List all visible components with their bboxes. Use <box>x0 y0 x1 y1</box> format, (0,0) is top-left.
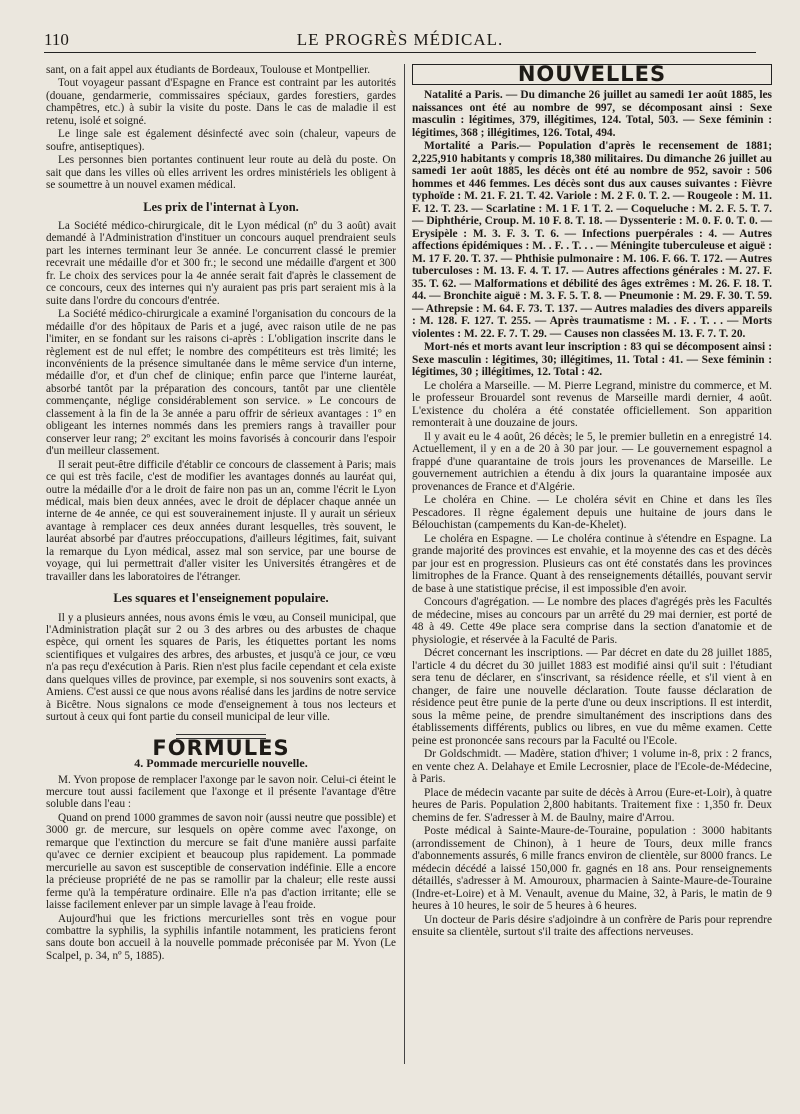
nouvelles-heading: NOUVELLES <box>517 62 667 86</box>
news-item: Le choléra en Espagne. — Le choléra continue à s'étendre en Espagne. La grande majorité des provinces est envahie, et la moyenne des cas et des décès par jour est en progression. Plusieurs cas ont été constatés dans les provinces limitrophes de la France. Quant à des renseignements détaillés, pouvant servir de base à une statistique précise, il est impossible d'en avoir. <box>412 532 772 595</box>
left-column <box>46 64 396 963</box>
news-item: Poste médical à Sainte-Maure-de-Touraine, population : 3000 habitants (arrondissement de Chinon), à 1 heure de Tours, deux mille francs d'abonnements assurés, 6 mille francs environ de clientèle, sur 8000 francs. Le médecin décédé a laissé 150,000 fr. gagnés en 18 ans. Pour renseignements détaillés, s'adresser à M. Amouroux, pharmacien à Sainte-Maure-de-Touraine (Indre-et-Loire) et à M. Venault, avenue du Maine, 32, à Paris, le matin de 9 heures à 10 heures, le soir de 5 heures à 6 heures. <box>412 825 772 913</box>
section-heading-squares: Les squares et l'enseignement populaire. <box>113 591 329 606</box>
news-item: Le choléra en Chine. — Le choléra sévit en Chine et dans les îles Pescadores. Il règne également depuis une huitaine de jours dans le Bélouchistan (campements du Kan-de-Khelet). <box>412 494 772 532</box>
page-number: 110 <box>44 30 69 49</box>
news-item: Un docteur de Paris désire s'adjoindre à un confrère de Paris pour reprendre ensuite sa clientèle, surtout s'il traite des affections nerveuses. <box>412 913 772 939</box>
paragraph: La Société médico-chirurgicale a examiné l'organisation du concours de la médaille d'or des hôpitaux de Paris et a jugé, avec raison utile de ne pas l'imiter, en se fondant sur les raisons ci-après : L'obligation inscrite dans le règlement est de nul effet; le nombre des compétiteurs est très limité; les inconvénients de la présence simultanée dans le même service d'un interne, médaille d'or, et d'un chef de clinique; enfin parce que l'interne lauréat, absorbé tantôt par la préparation des concours, tantôt par une clientèle commençante, néglige considérablement son service. » Le concours de classement à la fin de la 3e année a paru offrir de sérieux avantages : 1º en obligeant les internes nommés dans les premiers rangs à travailler pour conserver leur rang; 2º excitant les moins favorisés à concourir dans l'espoir d'un meilleur classement. <box>46 308 396 458</box>
page-header <box>44 30 756 52</box>
news-item: Le choléra a Marseille. — M. Pierre Legrand, ministre du commerce, et M. le professeur Brouardel sont revenus de Marseille mardi dernier, 4 août. L'existence du choléra a été constatée officiellement. Son apparition remonterait à une douzaine de jours. <box>412 379 772 430</box>
news-item: Décret concernant les inscriptions. — Par décret en date du 28 juillet 1885, l'article 4 du décret du 30 juillet 1883 est modifié ainsi qu'il suit : l'étudiant sera tenu de déclarer, en s'inscrivant, sa résidence réelle, et s'il vient à en changer, de faire une nouvelle déclaration. Toute fausse déclaration de résidence peut être punie de la perte d'une ou deux inscriptions. Il est interdit, sous la même peine, de prendre simultanément des inscriptions dans des établissements différents, publics ou libres, en vue du même examen. Cette peine est prononcée sans recours par la Faculté ou l'Ecole. <box>412 647 772 747</box>
news-item: Concours d'agrégation. — Le nombre des places d'agrégés près les Facultés de médecine, mises au concours par un arrêté du 29 mai dernier, est porté de 48 à 49. Cette 49e place sera comprise dans la section d'anatomie et de physiologie, et réservée à la Faculté de Paris. <box>412 596 772 646</box>
mort-nes-paragraph: Mort-nés et morts avant leur inscription : 83 qui se décomposent ainsi : Sexe masculin : légitimes, 30; illégitimes, 11. Total : 41. — Sexe féminin : légitimes, 30 ; illégitimes, 12. Total : 42. <box>412 341 772 379</box>
nouvelles-box <box>412 64 772 85</box>
right-column <box>412 64 772 940</box>
formules-heading: FORMULES <box>152 735 290 760</box>
paragraph: Tout voyageur passant d'Espagne en France est contraint par les autorités (douane, gendarmerie, commissaires spéciaux, gardes forestiers, gardes champêtres, etc.) à subir la visite du poste. Dans le cas de maladie il est retenu, isolé et soigné. <box>46 77 396 127</box>
natalite-paragraph: Natalité a Paris. — Du dimanche 26 juillet au samedi 1er août 1885, les naissances ont été au nombre de 997, se décomposant ainsi : Sexe masculin : légitimes, 379, illégitimes, 124. Total, 503. — Sexe féminin : légitimes, 368 ; illégitimes, 126. Total, 494. <box>412 89 772 139</box>
paragraph: Le linge sale est également désinfecté avec soin (chaleur, vapeurs de soufre, antiseptiques). <box>46 128 396 153</box>
paragraph: Il serait peut-être difficile d'établir ce concours de classement à Paris; mais ce qui est très facile, c'est de modifier les avantages donnés au lauréat qui, outre la médaille d'or a le droit de faire non pas un an, comme l'écrit le Lyon médical, mais bien deux années, avec le droit de déplacer chaque année un interne de 4e année, ce qui est souverainement injuste. Il y aurait un sérieux avantage à remplacer ces deux années durant lesquelles, très souvent, le lauréat absorbé par d'autres préoccupations, d'ailleurs légitimes, fait, suivant la remarque du Lyon médical, assez mal son service, par une bourse de voyage, qui lui permettrait d'aller visiter les Universités étrangères et de travailler dans les laboratoires de l'étranger. <box>46 458 396 583</box>
mortalite-paragraph: Mortalité a Paris.— Population d'après le recensement de 1881; 2,225,910 habitants y compris 18,380 militaires. Du dimanche 26 juillet au samedi 1er août 1885, les décès ont été au nombre de 952, savoir : 506 hommes et 446 femmes. Les décès sont dus aux causes suivantes : Fièvre typhoïde : M. 21. F. 21. T. 42. Variole : M. 2 F. 0. T. 2. — Rougeole : M. 11. F. 12. T. 23. — Scarlatine : M. 1 F. 1 T. 2. — Coqueluche : M. 2. F. 5. T. 7. — Diphthérie, Croup. M. 10 F. 8. T. 18. — Dyssenterie : M. 0. F. 0. T. 0. — Erysipèle : M. 3. F. 3. T. 6. — Infections puerpérales : 4. — Autres affections épidémiques : M. . F. . T. . . — Méningite tuberculeuse et aiguë : M. 17 F. 20. T. 37. — Phthisie pulmonaire : M. 106. F. 66. T. 172. — Autres tuberculoses : M. 13. F. 4. T. 17. — Autres affections générales : M. 27. F. 35. T. 62. — Malformations et débilité des âges extrêmes : M. 26. F. 18. T. 44. — Bronchite aiguë : M. 3. F. 5. T. 8. — Pneumonie : M. 29. F. 30. T. 59. — Athrepsie : M. 64. F. 73. T. 137. — Autres maladies des divers appareils : M. 128. F. 127. T. 255. — Après traumatisme : M. . F. . T. . . — Morts violentes : M. 22. F. 7. T. 29. — Causes non classées M. 13. F. 7. T. 20. <box>412 140 772 340</box>
paragraph: Les personnes bien portantes continuent leur route au delà du poste. On sait que dans les villes où elles arrivent les ordres ministériels les obligent à se soumettre à un nouvel examen médical. <box>46 154 396 192</box>
column-divider <box>404 64 405 1064</box>
paragraph: Aujourd'hui que les frictions mercurielles sont très en vogue pour combattre la syphilis, la syphilis infantile notamment, les praticiens feront sans doute bon accueil à la nouvelle pommade préconisée par M. Yvon (Le Scalpel, p. 34, nº 5, 1885). <box>46 912 396 962</box>
news-item: Il y avait eu le 4 août, 26 décès; le 5, le premier bulletin en a enregistré 14. Actuellement, il y en a de 20 à 30 par jour. — Le gouvernement espagnol a frappé d'une quarantaine de trois jours les provenances de Marseille. Le gouvernement autrichien a étendu à dix jours la quarantaine imposée aux provenances de France et d'Algérie. <box>412 430 772 493</box>
section-heading-internat: Les prix de l'internat à Lyon. <box>143 199 299 214</box>
paragraph: La Société médico-chirurgicale, dit le Lyon médical (nº du 3 août) avait demandé à l'Administration d'instituer un concours auquel prendraient seuls part les internes terminant leur 3e année. Le concurrent classé le premier recevrait une médaille d'or et 300 fr.; le second une médaille d'argent et 300 fr. Le choix des services pour la 4e année serait fait d'après le classement de ce concours, ceux des internes qui n'y auraient pas pris part seraient mis à la suite dans l'ordre du concours d'entrée. <box>46 219 396 307</box>
paragraph: sant, on a fait appel aux étudiants de Bordeaux, Toulouse et Montpellier. <box>46 64 370 76</box>
news-item: Dr Goldschmidt. — Madère, station d'hiver; 1 volume in-8, prix : 2 francs, en vente chez A. Delahaye et Emile Lecrosnier, place de l'Ecole-de-Médecine, à Paris. <box>412 748 772 786</box>
paragraph: Quand on prend 1000 grammes de savon noir (aussi neutre que possible) et 3000 gr. de mercure, sur lesquels on opère comme avec l'axonge, on remarque que l'extinction du mercure se fait d'une manière aussi parfaite qu'avec ce dernier excipient et beaucoup plus rapidement. La pommade mercurielle au savon est susceptible de conservation indéfinie. Elle a encore la précieuse propriété de ne pas se ramollir par la chaleur; elle reste aussi ferme qu'à la température ordinaire. Elle n'a pas d'action irritante; elle se laisse facilement enlever par un simple lavage à l'eau froide. <box>46 811 396 912</box>
journal-title: LE PROGRÈS MÉDICAL. <box>296 30 504 49</box>
paragraph: Il y a plusieurs années, nous avons émis le vœu, au Conseil municipal, que l'Administration plaçât sur 2 ou 3 des arbres ou des arbustes de chaque espèce, qui ornent les squares de Paris, les étiquettes portant les noms scientifiques et vulgaires des arbres, des arbustes, et jusqu'à ce jour, ce vœu n'a pas reçu d'exécution à Paris. Rien n'est plus facile cependant et cela existe dans quelques villes de province, par exemple, si nos souvenirs sont exacts, à Amiens. C'est aussi ce que nous avons réalisé dans les jardins de notre service à Bicêtre. Nous signalons ce mode d'enseignement à tous nos lecteurs et surtout à ceux qui font partie du conseil municipal de leur ville. <box>46 611 396 724</box>
header-rule <box>44 52 756 53</box>
paragraph: M. Yvon propose de remplacer l'axonge par le savon noir. Celui-ci éteint le mercure tout aussi facilement que l'axonge et il présente l'avantage d'être soluble dans l'eau : <box>46 773 396 811</box>
news-item: Place de médecin vacante par suite de décès à Arrou (Eure-et-Loir), à quatre heures de Paris. Population 2,800 habitants. Traitement fixe : 1,350 fr. Deux chemins de fer. S'adresser à M. de Baulny, maire d'Arrou. <box>412 786 772 824</box>
formules-subheading: 4. Pommade mercurielle nouvelle. <box>134 756 308 771</box>
